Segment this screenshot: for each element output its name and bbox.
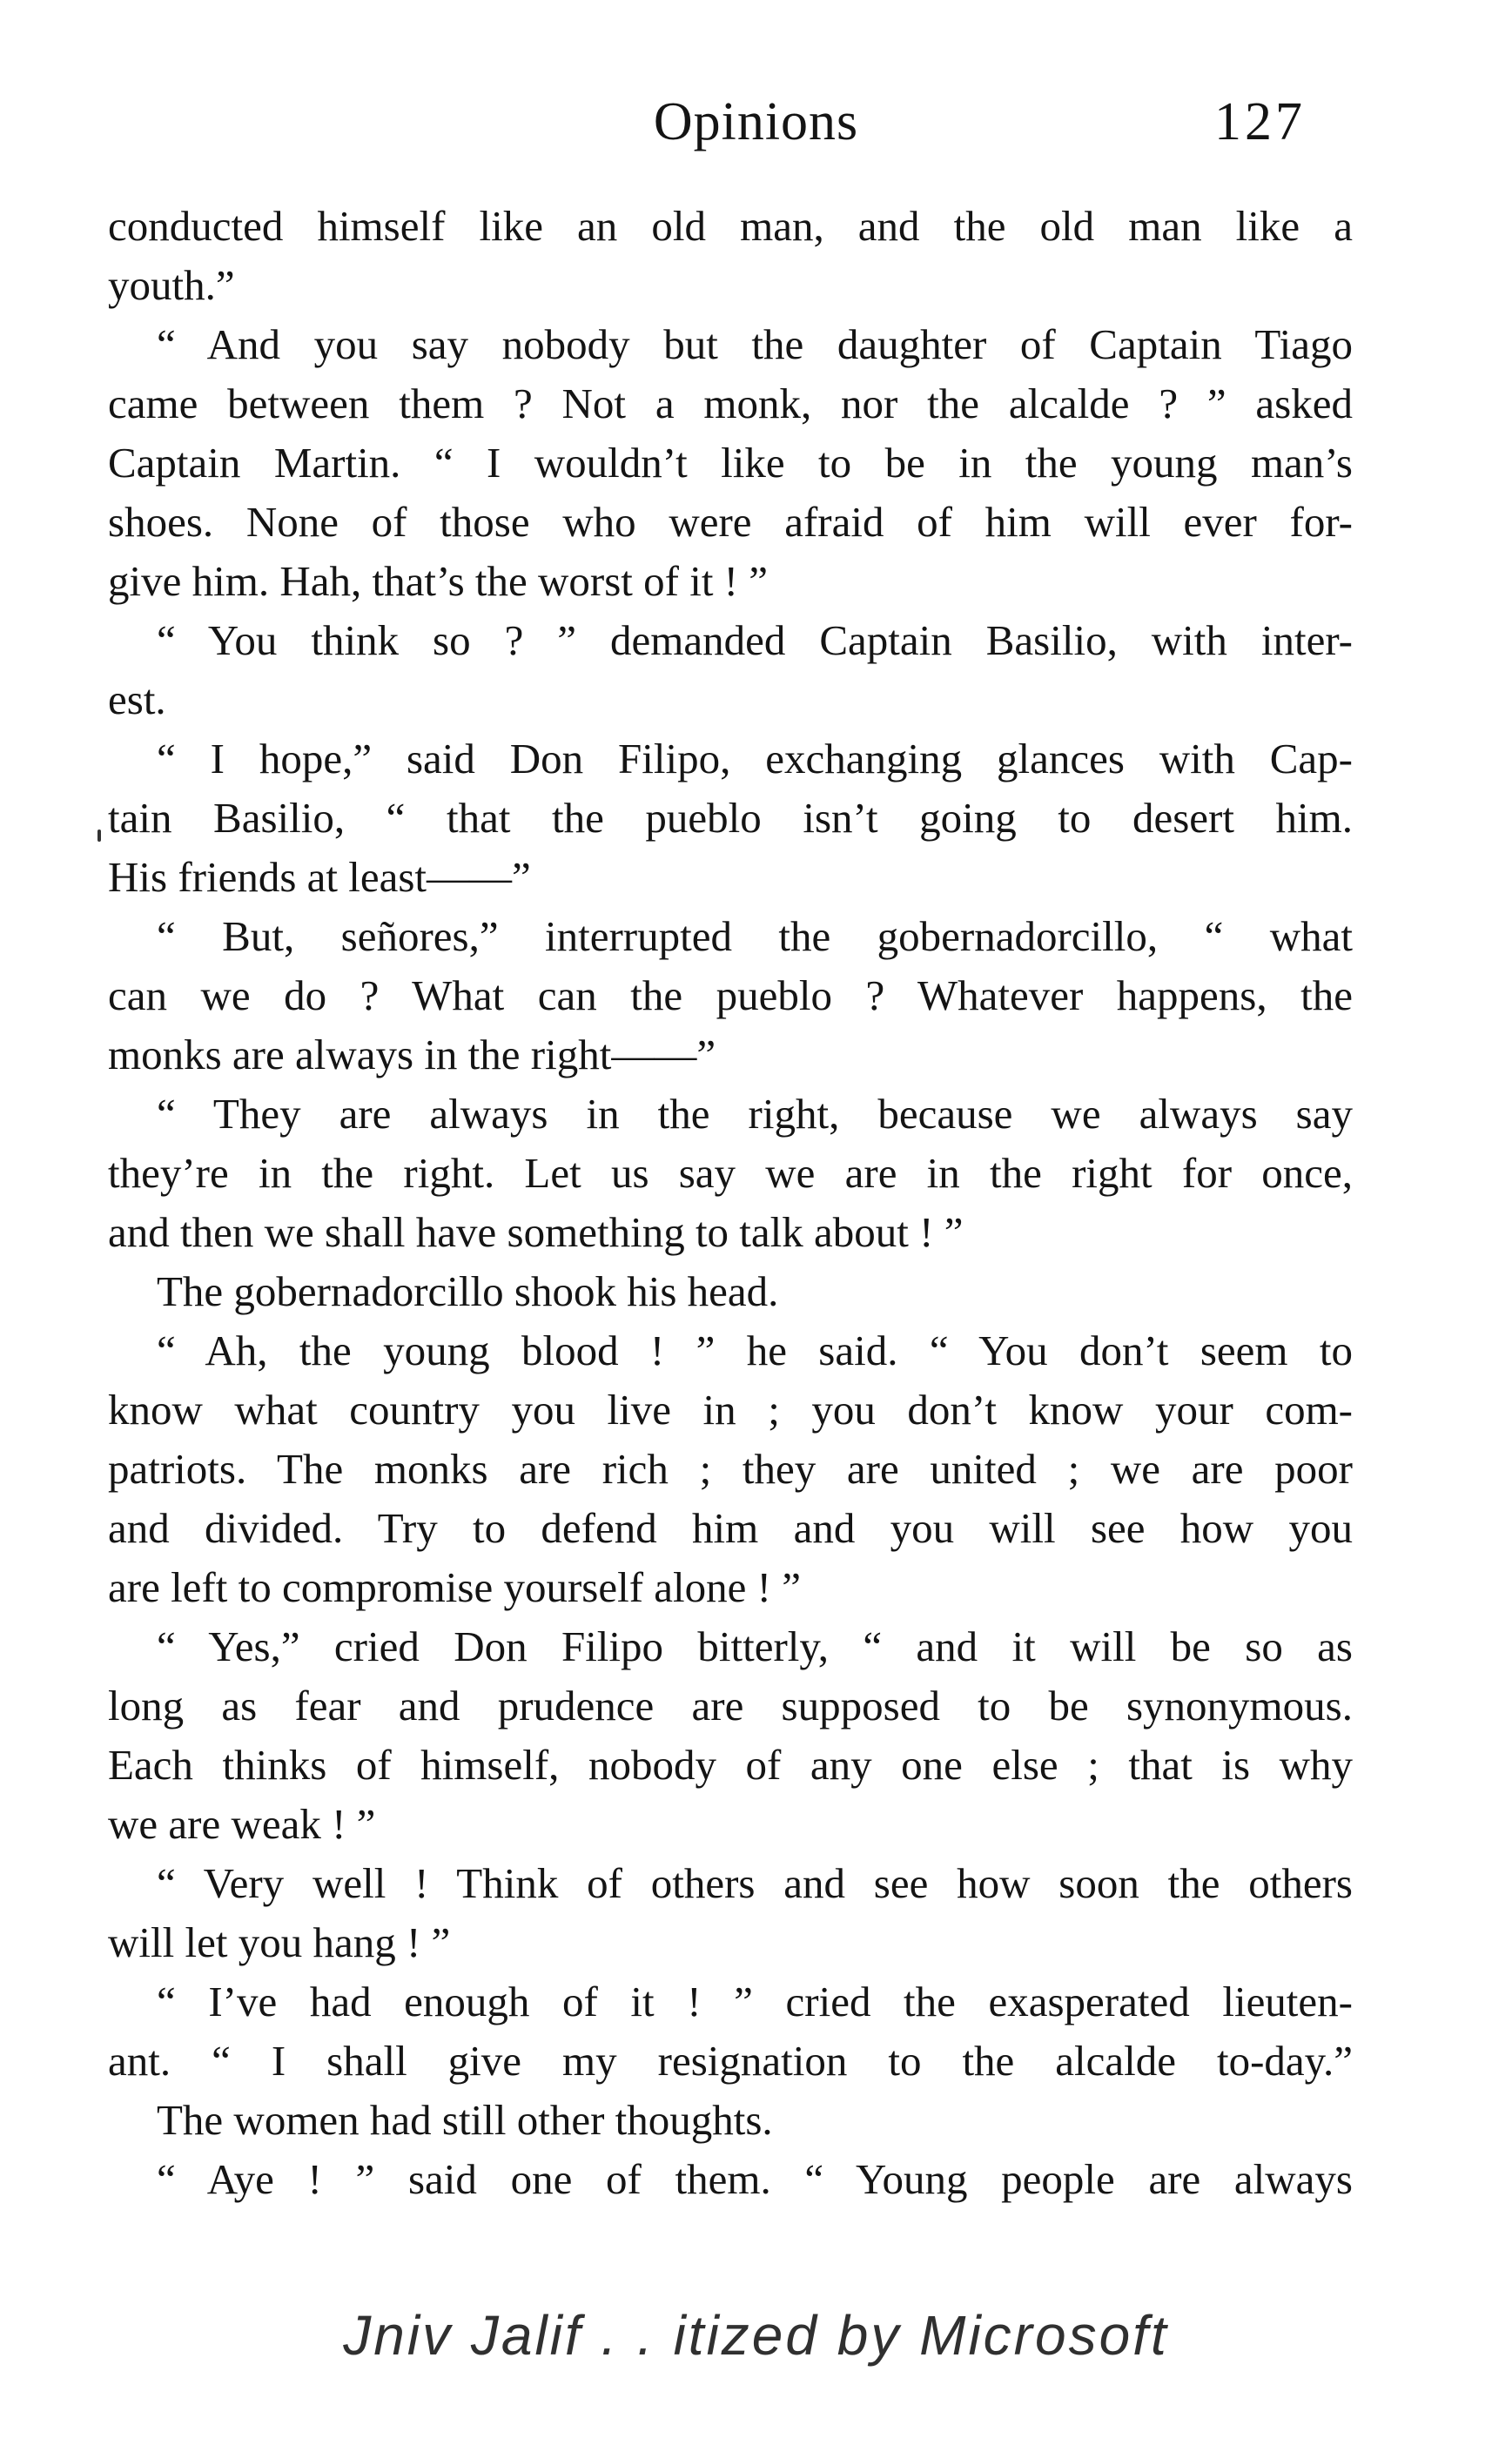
text-line: know what country you live in ; you don’t know your com-: [108, 1386, 1353, 1434]
text-line: came between them ? Not a monk, nor the alcalde ? ” asked: [108, 380, 1353, 427]
text-line: “ And you say nobody but the daughter of Captain Tiago: [157, 320, 1353, 368]
text-line: “ Aye ! ” said one of them. “ Young people are always: [157, 2155, 1353, 2203]
text-line: The gobernadorcillo shook his head.: [157, 1267, 779, 1315]
text-line: “ You think so ? ” demanded Captain Basilio, with inter-: [157, 616, 1353, 664]
text-line: and then we shall have something to talk about ! ”: [108, 1208, 964, 1256]
text-line: they’re in the right. Let us say we are in the right for once,: [108, 1149, 1353, 1197]
text-line: “ They are always in the right, because we always say: [157, 1090, 1353, 1138]
text-line: we are weak ! ”: [108, 1800, 376, 1848]
text-line: monks are always in the right——”: [108, 1031, 716, 1078]
text-line: “ Yes,” cried Don Filipo bitterly, “ and it will be so as: [157, 1622, 1353, 1670]
text-line: tain Basilio, “ that the pueblo isn’t going to desert him.: [108, 794, 1353, 842]
text-line: “ I’ve had enough of it ! ” cried the exasperated lieuten-: [157, 1978, 1353, 2025]
text-line: can we do ? What can the pueblo ? Whatever happens, the: [108, 971, 1353, 1019]
running-head: [0, 83, 1512, 161]
text-line: Captain Martin. “ I wouldn’t like to be in the young man’s: [108, 439, 1353, 487]
text-line: “ But, señores,” interrupted the gobernadorcillo, “ what: [157, 912, 1353, 960]
text-line: “ I hope,” said Don Filipo, exchanging glances with Cap-: [157, 735, 1353, 783]
text-line: youth.”: [108, 261, 235, 309]
text-line: The women had still other thoughts.: [157, 2096, 773, 2144]
text-line: “ Ah, the young blood ! ” he said. “ You don’t seem to: [157, 1327, 1353, 1374]
text-line: long as fear and prudence are supposed to be synonymous.: [108, 1682, 1353, 1730]
body-text: [108, 197, 1353, 2209]
text-line: will let you hang ! ”: [108, 1918, 451, 1966]
text-line: give him. Hah, that’s the worst of it ! ”: [108, 557, 768, 605]
text-line: His friends at least——”: [108, 853, 531, 901]
text-line: “ Very well ! Think of others and see how soon the others: [157, 1859, 1353, 1907]
stray-ink-mark: [97, 830, 101, 842]
text-line: ant. “ I shall give my resignation to the alcalde to-day.”: [108, 2037, 1353, 2085]
text-line: shoes. None of those who were afraid of him will ever for-: [108, 498, 1353, 546]
digitization-watermark: Jniv Jalif . . itized by Microsoft: [343, 2304, 1169, 2367]
text-line: patriots. The monks are rich ; they are united ; we are poor: [108, 1445, 1353, 1493]
text-line: Each thinks of himself, nobody of any one else ; that is why: [108, 1741, 1353, 1789]
text-line: are left to compromise yourself alone ! ”: [108, 1563, 801, 1611]
text-line: est.: [108, 675, 166, 723]
text-line: conducted himself like an old man, and the old man like a: [108, 202, 1353, 250]
running-title: Opinions: [653, 92, 859, 151]
text-line: and divided. Try to defend him and you will see how you: [108, 1504, 1353, 1552]
page-number: 127: [1214, 92, 1306, 151]
